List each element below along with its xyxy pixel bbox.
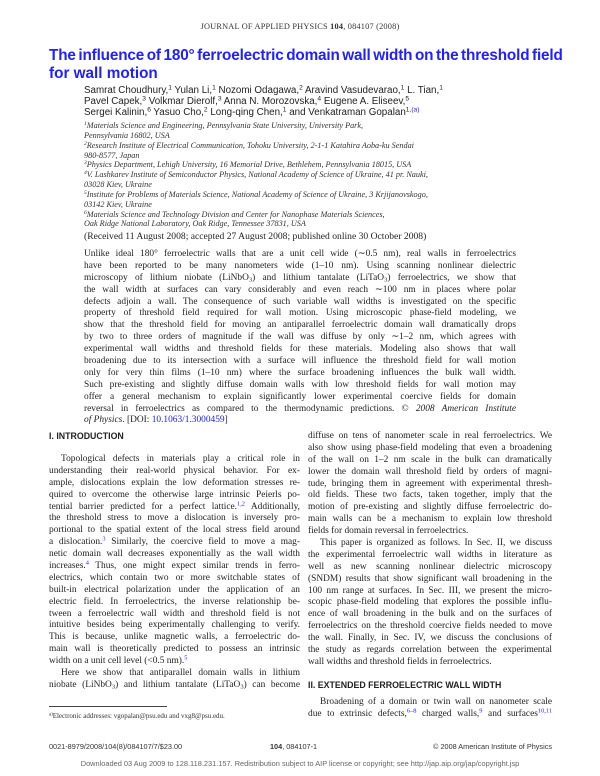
- text-run: electrics, which contain two or more switchable states of: [49, 572, 300, 583]
- text-line: [49, 644, 300, 656]
- doi-link[interactable]: 10.1063/1.3000459: [151, 415, 225, 426]
- text-line: [84, 308, 516, 320]
- affiliations: [84, 121, 554, 229]
- citation-link[interactable]: 1,2: [237, 500, 245, 508]
- affiliation-marker: 1: [212, 84, 216, 92]
- text-run: niobate (LiNbO: [49, 679, 112, 690]
- text-line: [84, 85, 554, 96]
- text-run: Yasuo Cho,: [150, 107, 204, 119]
- text-line: [308, 443, 552, 455]
- text-run: Materials Science and Technology Division and Center for Nanophase Materials Sciences,: [86, 209, 385, 219]
- text-run: netic domain wall decreases exponentially as the wall width: [49, 549, 300, 560]
- text-run: Nozomi Odagawa,: [215, 85, 300, 96]
- text-run: Such pre-existing and slightly diffuse domain walls with low threshold fields for wall motion may: [84, 379, 516, 390]
- text-run: the study as regards correlation between the experimental: [308, 645, 552, 656]
- text-run: defects adjoin a wall. The consequence of such variable wall widths is investigated on the specific: [84, 296, 516, 307]
- section-heading-extended-wall-width: II. EXTENDED FERROELECTRIC WALL WIDTH: [308, 680, 502, 690]
- text-run: width on a unit cell level (<0.5 nm).: [49, 656, 185, 667]
- text-run: Topological defects in materials play a critical role in: [61, 454, 300, 464]
- citation-link[interactable]: 4: [85, 559, 89, 567]
- text-run: motion of pre-existing and slightly diffuse ferroelectric do-: [308, 502, 552, 513]
- footer-code: 0021-8979/2008/104(8)/084107/7/$23.00: [49, 742, 183, 751]
- affiliation-marker: 1: [439, 84, 443, 92]
- text-line: [49, 656, 300, 668]
- text-run: Eugene A. Eliseev,: [321, 96, 406, 108]
- text-line: [308, 479, 552, 491]
- text-line: [308, 633, 552, 645]
- text-line: [308, 709, 552, 721]
- text-line: [308, 609, 552, 621]
- text-line: [308, 657, 552, 669]
- text-run: 03028 Kiev, Ukraine: [84, 180, 152, 190]
- text-line: [49, 502, 300, 514]
- footer-volume: 104: [270, 742, 283, 751]
- text-line: [49, 537, 300, 549]
- text-run: a dislocation.: [49, 537, 103, 548]
- text-run: Institute for Problems of Materials Science, National Academy of Science of Ukraine, 3 Krjijanovskogo,: [86, 189, 428, 199]
- italic-text: 2008 American Institute: [415, 403, 516, 414]
- text-run: property of threshold field required for wall motion. Using microscopic phase-field modeling, we: [84, 308, 516, 319]
- text-line: [84, 210, 554, 220]
- text-line: [84, 190, 554, 200]
- text-run: broadening due to its intersection with a surface will influence the threshold field for wall motion: [84, 356, 516, 367]
- text-run: ence of wall broadening in the bulk and on the surfaces of: [308, 609, 552, 620]
- text-run: built-in electrical polarization under the application of an: [49, 584, 300, 595]
- text-run: Pavel Capek,: [84, 96, 143, 108]
- text-run: the wall. Finally, in Sec. IV, we discuss the conclusions of: [308, 633, 552, 644]
- text-run: This paper is organized as follows. In Sec. II, we discuss: [320, 538, 552, 549]
- title-line: The influence of 180° ferroelectric domain wall width on the threshold field: [49, 47, 563, 64]
- text-line: [49, 513, 300, 525]
- paper-title: [49, 47, 564, 83]
- affiliation-marker: 6: [147, 106, 151, 114]
- text-run: diffuse on tens of nanometer scale in real ferroelectrics. We: [308, 431, 552, 441]
- title-line: for wall motion: [49, 65, 158, 82]
- affiliation-marker: 2: [203, 106, 208, 114]
- journal-volume: 104: [330, 22, 344, 31]
- text-line: [49, 668, 300, 680]
- text-line: [84, 170, 554, 180]
- text-run: Broadening of a domain or twin wall on nanometer scale: [320, 697, 552, 707]
- text-run: Thus, one might expect similar trends in ferro-: [88, 561, 300, 572]
- text-line: [84, 380, 516, 392]
- footnote: [49, 712, 299, 720]
- text-line: [308, 526, 552, 538]
- text-run: due to extrinsic defects,: [308, 708, 407, 719]
- text-run: the wall width at surfaces can vary considerably and even reach ∼100 nm in places where polar: [84, 284, 516, 295]
- text-run: ) can become: [243, 679, 300, 690]
- text-line: [84, 249, 516, 261]
- affiliation-marker: 1,: [405, 106, 412, 114]
- text-line: [49, 490, 300, 502]
- text-run: Oak Ridge National Laboratory, Oak Ridge, Tennessee 37831, USA: [84, 219, 306, 229]
- text-line: [84, 219, 554, 229]
- author-list: [84, 85, 554, 119]
- text-line: [308, 455, 552, 467]
- journal-header: [0, 22, 600, 31]
- subscript: 3: [384, 276, 388, 284]
- text-run: old fields. These two facts, taken together, imply that the: [308, 490, 552, 501]
- affiliation-marker: 4: [317, 95, 322, 103]
- text-line: [84, 415, 516, 427]
- text-run: Long-qing Chen,: [207, 107, 283, 119]
- text-line: [84, 344, 516, 356]
- text-run: ]: [224, 415, 228, 426]
- footnote-mark: a): [49, 712, 53, 718]
- text-run: and Venkatraman Gopalan: [286, 107, 406, 119]
- text-run: experimental wall widths and threshold fields for these materials. Modeling also shows that wall: [84, 344, 516, 355]
- text-line: [84, 332, 516, 344]
- left-column-text: [49, 454, 300, 692]
- text-line: [84, 180, 554, 190]
- text-line: [84, 368, 516, 380]
- text-line: [308, 502, 552, 514]
- affiliation-marker: 2: [84, 140, 87, 147]
- text-run: tential barrier predicted for a perfect lattice.: [49, 501, 238, 512]
- text-run: quired to overcome the otherwise large intrinsic Peierls po-: [49, 489, 300, 500]
- text-run: increases.: [49, 561, 86, 572]
- text-run: ) and lithium tantalate (LiTaO: [252, 272, 385, 283]
- affiliation-marker: 2: [299, 84, 303, 92]
- text-run: Similarly, the coercive field to move a mag-: [105, 537, 300, 548]
- text-run: Aravind Vasudevarao,: [302, 85, 401, 96]
- text-run: microscopy of lithium niobate (LiNbO: [84, 272, 249, 283]
- text-line: [308, 467, 552, 479]
- journal-issue: , 084107 (2008): [343, 22, 400, 31]
- text-line: [308, 621, 552, 633]
- affiliation-marker: 6: [84, 209, 87, 216]
- footer-page-number: , 084107-1: [282, 742, 318, 751]
- citation-link[interactable]: 3: [102, 535, 106, 543]
- text-line: [84, 151, 554, 161]
- citation-link[interactable]: (a): [411, 106, 420, 114]
- text-line: [84, 392, 516, 404]
- text-run: Volkmar Dierolf,: [145, 96, 218, 108]
- text-run: ferroelectrics on the threshold coercive fields needed to move: [308, 621, 552, 632]
- text-run: Physics Department, Lehigh University, 16 Memorial Drive, Bethlehem, Pennsylvania 18015, USA: [86, 160, 412, 170]
- text-line: [308, 514, 552, 526]
- text-run: Materials Science and Engineering, Pennsylvania State University, University Park,: [86, 121, 364, 130]
- text-run: main walls can be a mechanism to explain low threshold: [308, 514, 552, 525]
- text-run: and surfaces: [482, 708, 538, 719]
- text-line: [84, 131, 554, 141]
- text-line: [84, 107, 554, 118]
- text-line: [308, 597, 552, 609]
- text-line: [308, 697, 552, 709]
- text-line: [84, 121, 554, 131]
- text-run: Additionally,: [244, 501, 300, 512]
- text-line: [49, 609, 300, 621]
- text-run: Samrat Choudhury,: [84, 85, 169, 96]
- footer-page: [270, 742, 317, 751]
- text-run: main wall is theoretically predicted to possess an intrinsic: [49, 644, 300, 655]
- text-line: [308, 490, 552, 502]
- italic-text: of Physics: [84, 415, 123, 426]
- abstract: [84, 249, 516, 427]
- text-run: the threshold stress to move a dislocation is inversely pro-: [49, 513, 300, 524]
- citation-link[interactable]: 5: [184, 654, 188, 662]
- text-run: of the wall on 1–2 nm scale in the bulk can dramatically: [308, 454, 552, 465]
- text-run: portional to the spatial extent of the local stress field around: [49, 525, 300, 536]
- text-run: show that the threshold field for moving an antiparallel ferroelectric domain wall dramatically drops: [84, 320, 516, 331]
- text-line: [49, 466, 300, 478]
- text-line: [49, 573, 300, 585]
- text-line: [49, 620, 300, 632]
- footnote-divider: [49, 706, 167, 707]
- section-heading-introduction: I. INTRODUCTION: [49, 431, 124, 441]
- text-run: wall widths and threshold fields in ferroelectrics.: [308, 656, 492, 667]
- text-run: Anna N. Morozovska,: [221, 96, 318, 108]
- text-run: Here we show that antiparallel domain walls in lithium: [61, 668, 300, 679]
- text-line: [308, 431, 552, 443]
- text-run: Sergei Kalinin,: [84, 107, 148, 119]
- subscript: 3: [240, 683, 244, 691]
- text-run: fields for domain reversal in ferroelectrics.: [308, 526, 469, 537]
- text-run: This is because, unlike magnetic walls, a ferroelectric do-: [49, 632, 300, 643]
- text-run: Yulan Li,: [171, 85, 213, 96]
- citation-link[interactable]: 10,11: [537, 707, 553, 715]
- text-run: Research Institute of Electrical Communication, Tohoku University, 2-1-1 Katahira Aoba-ku Sendai: [86, 140, 414, 150]
- text-line: [84, 261, 516, 273]
- text-line: [308, 550, 552, 562]
- affiliation-marker: 3: [217, 95, 222, 103]
- text-run: tween a ferroelectric wall width and threshold field is not: [49, 608, 300, 619]
- text-line: [84, 160, 554, 170]
- text-run: (SNDM) results that show significant wall broadening in the: [308, 573, 552, 584]
- text-run: L. Tian,: [404, 85, 440, 96]
- text-run: charged walls,: [416, 708, 480, 719]
- affiliation-marker: 1: [84, 120, 87, 127]
- citation-link[interactable]: 6–8: [406, 707, 417, 715]
- text-run: have been reported to be many nanometers wide (1–10 nm). Using scanning nonlinear dielectric: [84, 260, 516, 271]
- text-run: ) and lithium tantalate (LiTaO: [115, 679, 241, 690]
- text-line: [308, 562, 552, 574]
- text-run: lower the domain wall threshold field by orders of magni-: [308, 466, 552, 477]
- text-run: also show using phase-field modeling that even a broadening: [308, 442, 552, 453]
- text-line: [49, 561, 300, 573]
- text-run: electric field. In ferroelectrics, the inverse relationship be-: [49, 596, 300, 607]
- text-line: [84, 200, 554, 210]
- text-run: understanding their real-world physical behavior. For ex-: [49, 465, 300, 476]
- text-run: intuitive besides being experimentally challenging to verify.: [49, 620, 300, 631]
- affiliation-marker: 1: [282, 106, 287, 114]
- affiliation-marker: 5: [84, 189, 87, 196]
- text-line: [49, 525, 300, 537]
- text-run: . [DOI:: [122, 415, 152, 426]
- text-line: [84, 356, 516, 368]
- right-column-text: [308, 431, 552, 669]
- affiliation-marker: 1: [168, 84, 172, 92]
- text-run: ) ferroelectrics, we show that: [387, 272, 516, 283]
- affiliation-marker: 3: [84, 160, 87, 167]
- text-line: [49, 680, 300, 692]
- text-run: V. Lashkarev Institute of Semiconductor Physics, National Academy of Science of Ukraine, 41 pr. Nauki,: [86, 170, 428, 180]
- text-run: 980-8577, Japan: [84, 150, 140, 160]
- text-run: scopic phase-field modeling that explores the possible influ-: [308, 597, 552, 608]
- text-line: [49, 478, 300, 490]
- text-run: well as new scanning nonlinear dielectric microscopy: [308, 561, 552, 572]
- text-line: [84, 285, 516, 297]
- text-line: [84, 141, 554, 151]
- text-line: [84, 297, 516, 309]
- subscript: 3: [111, 683, 116, 691]
- text-run: the experimental ferroelectric wall widths in literature as: [308, 549, 552, 560]
- text-line: [84, 273, 516, 285]
- text-line: [308, 645, 552, 657]
- affiliation-marker: 1: [400, 84, 405, 92]
- affiliation-marker: 4: [84, 170, 87, 177]
- download-notice: Downloaded 03 Aug 2009 to 128.118.231.157. Redistribution subject to AIP license or copyright; see http://jap.aip.org/jap/copyright.jsp: [80, 759, 520, 768]
- text-run: only for very thin films (1–10 nm) where the surface broadening influences the bulk wall width.: [84, 367, 516, 378]
- text-run: Pennsylvania 16802, USA: [84, 130, 170, 140]
- text-line: [84, 404, 516, 416]
- text-run: by two to three orders of magnitude if the wall was diffuse by only ∼1–2 nm, which agrees with: [84, 332, 516, 343]
- text-run: tude, bringing them in agreement with experimental thresh-: [308, 478, 552, 489]
- text-line: [49, 632, 300, 644]
- subscript: 3: [248, 276, 253, 284]
- received-dates: (Received 11 August 2008; accepted 27 August 2008; published online 30 October 2008): [84, 231, 427, 242]
- text-line: [49, 585, 300, 597]
- text-line: [308, 586, 552, 598]
- text-run: reversal in ferroelectrics as compared to the thermodynamic predictions. ©: [84, 403, 416, 414]
- journal-name: JOURNAL OF APPLIED PHYSICS: [200, 22, 331, 31]
- text-line: [84, 320, 516, 332]
- text-run: 03142 Kiev, Ukraine: [84, 199, 152, 209]
- text-run: ample, dislocations explain the low deformation stresses re-: [49, 477, 300, 488]
- text-run: 100 nm range at surfaces. In Sec. III, we present the micro-: [308, 585, 552, 596]
- citation-link[interactable]: 9: [479, 707, 483, 715]
- affiliation-marker: 5: [405, 95, 410, 103]
- affiliation-marker: 3: [142, 95, 146, 103]
- text-line: [84, 96, 554, 107]
- text-line: [308, 574, 552, 586]
- text-line: [49, 454, 300, 466]
- text-line: [308, 538, 552, 550]
- section2-text: [308, 697, 552, 721]
- footnote-text: Electronic addresses: vgopalan@psu.edu and vxg8@psu.edu.: [52, 712, 225, 720]
- text-line: [49, 597, 300, 609]
- text-run: Unlike ideal 180° ferroelectric walls that are a unit cell wide (∼0.5 nm), real walls in ferroelectrics: [84, 249, 516, 259]
- text-run: offer a general mechanism to explain significantly lower experimental coercive fields for domain: [84, 391, 516, 402]
- footer-copyright: © 2008 American Institute of Physics: [433, 742, 552, 751]
